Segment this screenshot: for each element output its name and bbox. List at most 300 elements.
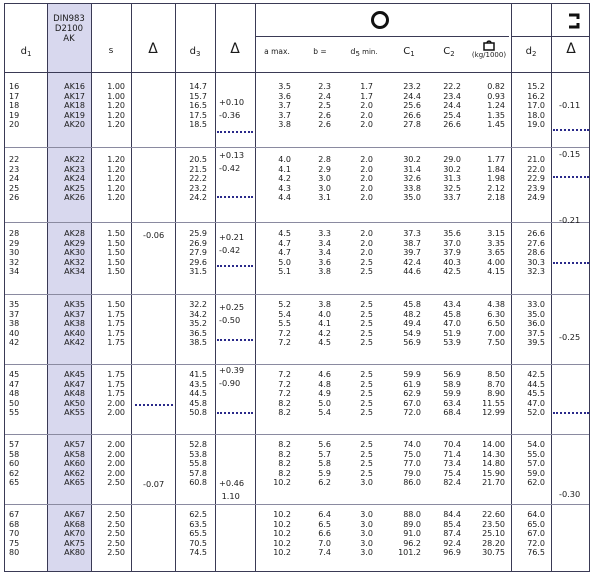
- header-divider: [511, 36, 589, 37]
- cell-ak: AK32: [64, 257, 85, 267]
- cell-c2: 45.8: [443, 309, 461, 319]
- cell-d5: 2.0: [360, 110, 373, 120]
- cell-w: 0.93: [487, 91, 505, 101]
- cell-ak: AK70: [64, 529, 85, 539]
- cell-c2: 33.7: [443, 193, 461, 203]
- cell-w: 30.75: [482, 548, 505, 558]
- cell-d3: 27.9: [189, 248, 207, 258]
- cell-ak: AK45: [64, 370, 85, 379]
- cell-d2: 30.3: [527, 257, 545, 267]
- cell-d2: 55.0: [527, 449, 545, 459]
- cell-c1: 33.8: [403, 183, 421, 193]
- cell-ak: AK48: [64, 389, 85, 399]
- cell-b: 3.0: [318, 174, 331, 184]
- cell-s: 1.75: [107, 379, 125, 389]
- cell-a: 3.7: [278, 110, 291, 120]
- cell-d1: 18: [9, 101, 20, 111]
- cell-s: 1.75: [107, 319, 125, 329]
- cell-d2: 18.0: [527, 110, 545, 120]
- divider: [551, 4, 552, 571]
- header-delta-s: Δ: [148, 41, 158, 57]
- cell-c1: 86.0: [403, 478, 421, 488]
- cell-d3: 15.7: [189, 91, 207, 101]
- group-divider: [5, 147, 589, 148]
- cell-b: 6.2: [318, 478, 331, 488]
- cell-b: 3.4: [318, 248, 331, 258]
- cell-d1: 57: [9, 440, 20, 449]
- cell-c1: 32.6: [403, 174, 421, 184]
- cell-d2: 24.9: [527, 193, 545, 203]
- cell-c1: 27.8: [403, 120, 421, 130]
- cell-c1: 25.6: [403, 101, 421, 111]
- d3-tolerance: +0.46 1.10: [219, 478, 245, 501]
- cell-d2: 27.6: [527, 238, 545, 248]
- cell-w: 1.24: [487, 101, 505, 111]
- cell-c2: 68.4: [443, 408, 461, 418]
- cell-d5: 3.0: [360, 510, 373, 519]
- cell-d1: 23: [9, 164, 20, 174]
- cell-d5: 2.0: [360, 155, 373, 164]
- cell-d1: 65: [9, 478, 20, 488]
- header-c2: $C_2$: [443, 46, 455, 58]
- cell-d1: 60: [9, 459, 20, 469]
- cell-c1: 24.4: [403, 91, 421, 101]
- cell-ak: AK80: [64, 548, 85, 558]
- cell-s: 2.50: [107, 519, 125, 529]
- cell-w: 1.45: [487, 120, 505, 130]
- cell-d2: 54.0: [527, 440, 545, 449]
- cell-d2: 65.0: [527, 519, 545, 529]
- cell-s: 1.20: [107, 120, 125, 130]
- cell-b: 4.0: [318, 309, 331, 319]
- cell-a: 8.2: [278, 398, 291, 408]
- cell-d2: 22.0: [527, 164, 545, 174]
- cell-ak: AK37: [64, 309, 85, 319]
- cell-w: 23.50: [482, 519, 505, 529]
- cell-s: 2.00: [107, 468, 125, 478]
- cell-a: 10.2: [273, 548, 291, 558]
- d3-tolerance: +0.39 -0.90: [219, 365, 245, 388]
- cell-d2: 57.0: [527, 459, 545, 469]
- cell-c1: 26.6: [403, 110, 421, 120]
- cell-d3: 55.8: [189, 459, 207, 469]
- cell-c1: 72.0: [403, 408, 421, 418]
- cell-c2: 43.4: [443, 300, 461, 309]
- cell-d1: 28: [9, 229, 20, 238]
- cell-ak: AK42: [64, 338, 85, 348]
- header-d2: $d_2$: [525, 46, 537, 58]
- cell-d1: 40: [9, 328, 20, 338]
- cell-a: 5.0: [278, 257, 291, 267]
- divider: [215, 4, 216, 571]
- cell-d5: 3.0: [360, 538, 373, 548]
- cell-d5: 2.0: [360, 101, 373, 111]
- cell-d1: 48: [9, 389, 20, 399]
- cell-c1: 44.6: [403, 267, 421, 277]
- cell-w: 7.00: [487, 328, 505, 338]
- cell-b: 3.6: [318, 257, 331, 267]
- cell-b: 2.4: [318, 91, 331, 101]
- cell-w: 8.90: [487, 389, 505, 399]
- cell-d5: 2.0: [360, 120, 373, 130]
- cell-b: 7.4: [318, 548, 331, 558]
- cell-d5: 2.0: [360, 174, 373, 184]
- cell-s: 1.50: [107, 229, 125, 238]
- group-divider: [5, 364, 589, 365]
- cell-b: 3.1: [318, 193, 331, 203]
- cell-w: 1.77: [487, 155, 505, 164]
- cell-b: 4.9: [318, 389, 331, 399]
- cell-a: 8.2: [278, 468, 291, 478]
- cell-w: 8.70: [487, 379, 505, 389]
- cell-ak: AK19: [64, 110, 85, 120]
- cell-ak: AK30: [64, 248, 85, 258]
- cell-c1: 35.0: [403, 193, 421, 203]
- cell-c2: 26.6: [443, 120, 461, 130]
- group-divider: [5, 222, 589, 223]
- cell-c2: 92.4: [443, 538, 461, 548]
- cell-d3: 31.5: [189, 267, 207, 277]
- cell-d1: 30: [9, 248, 20, 258]
- cell-b: 4.6: [318, 370, 331, 379]
- cell-a: 4.7: [278, 248, 291, 258]
- cell-d5: 2.5: [360, 440, 373, 449]
- cell-d2: 42.5: [527, 370, 545, 379]
- cell-s: 2.50: [107, 548, 125, 558]
- cell-a: 4.7: [278, 238, 291, 248]
- cell-d3: 44.5: [189, 389, 207, 399]
- cell-d5: 2.5: [360, 370, 373, 379]
- cell-c1: 42.4: [403, 257, 421, 267]
- cell-a: 7.2: [278, 338, 291, 348]
- cell-b: 6.5: [318, 519, 331, 529]
- cell-w: 4.15: [487, 267, 505, 277]
- cell-d5: 2.5: [360, 328, 373, 338]
- cell-b: 5.7: [318, 449, 331, 459]
- cell-c2: 58.9: [443, 379, 461, 389]
- cell-ak: AK25: [64, 183, 85, 193]
- cell-d2: 23.9: [527, 183, 545, 193]
- cell-ak: AK16: [64, 82, 85, 91]
- cell-b: 5.8: [318, 459, 331, 469]
- cell-c1: 48.2: [403, 309, 421, 319]
- cell-d5: 2.5: [360, 379, 373, 389]
- cell-d1: 17: [9, 91, 20, 101]
- cell-c2: 70.4: [443, 440, 461, 449]
- cell-w: 14.80: [482, 459, 505, 469]
- cell-s: 1.00: [107, 82, 125, 91]
- cell-ak: AK17: [64, 91, 85, 101]
- tolerance-separator: [553, 129, 589, 131]
- cell-d3: 50.8: [189, 408, 207, 418]
- cell-s: 1.75: [107, 370, 125, 379]
- cell-d2: 64.0: [527, 510, 545, 519]
- cell-c1: 88.0: [403, 510, 421, 519]
- cell-c2: 71.4: [443, 449, 461, 459]
- cell-d1: 16: [9, 82, 20, 91]
- header-d5: d5 min.: [350, 47, 378, 58]
- cell-s: 2.00: [107, 449, 125, 459]
- cell-d2: 16.2: [527, 91, 545, 101]
- cell-d3: 25.9: [189, 229, 207, 238]
- s-tolerance: -0.07: [143, 479, 165, 489]
- cell-d1: 35: [9, 300, 20, 309]
- cell-d5: 2.0: [360, 193, 373, 203]
- cell-d5: 1.7: [360, 82, 373, 91]
- cell-ak: AK47: [64, 379, 85, 389]
- circlip-dimension-table: [4, 3, 590, 572]
- cell-d2: 67.0: [527, 529, 545, 539]
- cell-d3: 18.5: [189, 120, 207, 130]
- cell-d3: 34.2: [189, 309, 207, 319]
- cell-c1: 77.0: [403, 459, 421, 469]
- cell-w: 0.82: [487, 82, 505, 91]
- cell-a: 4.0: [278, 155, 291, 164]
- cell-d2: 45.5: [527, 389, 545, 399]
- header-s: s: [108, 46, 114, 56]
- cell-d3: 29.6: [189, 257, 207, 267]
- cell-d2: 32.3: [527, 267, 545, 277]
- cell-d1: 47: [9, 379, 20, 389]
- d2-tolerance: -0.11: [559, 100, 581, 110]
- cell-d1: 38: [9, 319, 20, 329]
- cell-c2: 47.0: [443, 319, 461, 329]
- header-standard: [47, 14, 91, 44]
- cell-b: 2.8: [318, 155, 331, 164]
- cell-c1: 54.9: [403, 328, 421, 338]
- cell-d3: 63.5: [189, 519, 207, 529]
- header-c1: $C_1$: [403, 46, 415, 58]
- cell-d3: 16.5: [189, 101, 207, 111]
- cell-d2: 47.0: [527, 398, 545, 408]
- cell-w: 2.12: [487, 183, 505, 193]
- cell-ak: AK67: [64, 510, 85, 519]
- cell-d2: 44.5: [527, 379, 545, 389]
- std-din: DIN983: [53, 14, 85, 24]
- cell-d5: 2.5: [360, 389, 373, 399]
- cell-b: 5.6: [318, 440, 331, 449]
- cell-ak: AK23: [64, 164, 85, 174]
- cell-w: 1.98: [487, 174, 505, 184]
- cell-c1: 23.2: [403, 82, 421, 91]
- cell-w: 21.70: [482, 478, 505, 488]
- cell-ak: AK18: [64, 101, 85, 111]
- cell-c2: 73.4: [443, 459, 461, 469]
- cell-d3: 62.5: [189, 510, 207, 519]
- cell-d1: 25: [9, 183, 20, 193]
- cell-c2: 24.4: [443, 101, 461, 111]
- cell-ak: AK26: [64, 193, 85, 203]
- cell-w: 3.65: [487, 248, 505, 258]
- cell-s: 2.00: [107, 398, 125, 408]
- divider: [91, 4, 92, 571]
- cell-c1: 37.3: [403, 229, 421, 238]
- cell-d1: 20: [9, 120, 20, 130]
- tolerance-separator: [135, 404, 173, 406]
- cell-b: 6.6: [318, 529, 331, 539]
- cell-d2: 37.5: [527, 328, 545, 338]
- cell-d2: 22.9: [527, 174, 545, 184]
- cell-d5: 2.0: [360, 164, 373, 174]
- cell-c1: 38.7: [403, 238, 421, 248]
- cell-d3: 24.2: [189, 193, 207, 203]
- cell-d1: 29: [9, 238, 20, 248]
- cell-d2: 15.2: [527, 82, 545, 91]
- cell-s: 1.50: [107, 267, 125, 277]
- cell-c2: 56.9: [443, 370, 461, 379]
- cell-s: 2.50: [107, 538, 125, 548]
- cell-c1: 75.0: [403, 449, 421, 459]
- cell-d3: 20.5: [189, 155, 207, 164]
- cell-d3: 32.2: [189, 300, 207, 309]
- cell-c2: 40.3: [443, 257, 461, 267]
- cell-d5: 2.0: [360, 229, 373, 238]
- cell-c2: 59.9: [443, 389, 461, 399]
- cell-ak: AK29: [64, 238, 85, 248]
- divider: [131, 4, 132, 571]
- tolerance-separator: [217, 265, 253, 267]
- tolerance-separator: [553, 176, 589, 178]
- cell-s: 1.50: [107, 257, 125, 267]
- cell-d2: 21.0: [527, 155, 545, 164]
- cell-d1: 55: [9, 408, 20, 418]
- cell-b: 2.3: [318, 82, 331, 91]
- header-a-max: a max.: [264, 47, 290, 56]
- cell-s: 1.20: [107, 174, 125, 184]
- cell-a: 8.2: [278, 408, 291, 418]
- d3-tolerance: +0.25 -0.50: [219, 302, 245, 325]
- cell-d5: 3.0: [360, 519, 373, 529]
- cell-d5: 2.5: [360, 267, 373, 277]
- cell-d2: 19.0: [527, 120, 545, 130]
- cell-s: 1.20: [107, 101, 125, 111]
- cell-b: 2.9: [318, 164, 331, 174]
- cell-a: 10.2: [273, 478, 291, 488]
- cell-a: 5.2: [278, 300, 291, 309]
- cell-d2: 52.0: [527, 408, 545, 418]
- weight-unit: (kg/1000): [471, 51, 507, 59]
- cell-d5: 3.0: [360, 529, 373, 539]
- cell-d5: 2.5: [360, 468, 373, 478]
- cell-a: 3.8: [278, 120, 291, 130]
- cell-s: 1.75: [107, 389, 125, 399]
- std-ak: AK: [63, 34, 75, 44]
- cell-b: 4.5: [318, 338, 331, 348]
- cell-a: 10.2: [273, 529, 291, 539]
- cell-d2: 62.0: [527, 478, 545, 488]
- d3-tolerance: +0.10 -0.36: [219, 97, 245, 120]
- cell-b: 2.5: [318, 101, 331, 111]
- s-tolerance: -0.06: [143, 230, 165, 240]
- cell-c1: 49.4: [403, 319, 421, 329]
- cell-a: 10.2: [273, 538, 291, 548]
- cell-d5: 2.5: [360, 319, 373, 329]
- cell-w: 22.60: [482, 510, 505, 519]
- cell-d3: 60.8: [189, 478, 207, 488]
- cell-s: 2.00: [107, 459, 125, 469]
- cell-c2: 32.5: [443, 183, 461, 193]
- cell-d1: 34: [9, 267, 20, 277]
- cell-d3: 65.5: [189, 529, 207, 539]
- cell-d5: 2.0: [360, 183, 373, 193]
- cell-d2: 36.0: [527, 319, 545, 329]
- cell-b: 3.8: [318, 267, 331, 277]
- cell-c1: 67.0: [403, 398, 421, 408]
- cell-a: 5.1: [278, 267, 291, 277]
- d3-tolerance: +0.13 -0.42: [219, 150, 245, 173]
- cell-s: 1.20: [107, 183, 125, 193]
- cell-c2: 51.9: [443, 328, 461, 338]
- cell-d3: 53.8: [189, 449, 207, 459]
- cell-s: 1.75: [107, 338, 125, 348]
- cell-s: 1.20: [107, 164, 125, 174]
- cell-d3: 23.2: [189, 183, 207, 193]
- cell-b: 3.8: [318, 300, 331, 309]
- cell-d2: 28.6: [527, 248, 545, 258]
- cell-s: 2.00: [107, 440, 125, 449]
- cell-d5: 2.0: [360, 248, 373, 258]
- cell-ak: AK34: [64, 267, 85, 277]
- cell-w: 8.50: [487, 370, 505, 379]
- cell-d1: 62: [9, 468, 20, 478]
- cell-d5: 2.5: [360, 338, 373, 348]
- cell-w: 28.20: [482, 538, 505, 548]
- cell-d3: 26.9: [189, 238, 207, 248]
- cell-b: 3.0: [318, 183, 331, 193]
- cell-c2: 31.3: [443, 174, 461, 184]
- cell-c1: 101.2: [398, 548, 421, 558]
- d3-tolerance: +0.21 -0.42: [219, 232, 245, 255]
- cell-ak: AK28: [64, 229, 85, 238]
- d2-tolerance: -0.25: [559, 332, 581, 342]
- cell-c1: 89.0: [403, 519, 421, 529]
- cell-d2: 59.0: [527, 468, 545, 478]
- cell-c1: 30.2: [403, 155, 421, 164]
- tolerance-separator: [217, 339, 253, 341]
- cell-d3: 22.2: [189, 174, 207, 184]
- cell-a: 3.5: [278, 82, 291, 91]
- group-divider: [5, 294, 589, 295]
- cell-d2: 26.6: [527, 229, 545, 238]
- groove-bracket-icon: [568, 13, 582, 29]
- cell-s: 1.75: [107, 309, 125, 319]
- cell-d5: 2.0: [360, 238, 373, 248]
- cell-ak: AK68: [64, 519, 85, 529]
- cell-a: 7.2: [278, 328, 291, 338]
- cell-d5: 2.5: [360, 398, 373, 408]
- cell-ak: AK55: [64, 408, 85, 418]
- cell-c2: 85.4: [443, 519, 461, 529]
- cell-c1: 56.9: [403, 338, 421, 348]
- cell-c2: 23.4: [443, 91, 461, 101]
- cell-ak: AK50: [64, 398, 85, 408]
- cell-d2: 33.0: [527, 300, 545, 309]
- tolerance-separator: [553, 412, 589, 414]
- cell-w: 3.15: [487, 229, 505, 238]
- cell-b: 3.4: [318, 238, 331, 248]
- cell-c2: 35.6: [443, 229, 461, 238]
- cell-w: 2.18: [487, 193, 505, 203]
- cell-c1: 96.2: [403, 538, 421, 548]
- cell-b: 7.0: [318, 538, 331, 548]
- cell-c1: 61.9: [403, 379, 421, 389]
- cell-ak: AK38: [64, 319, 85, 329]
- cell-d3: 43.5: [189, 379, 207, 389]
- cell-w: 7.50: [487, 338, 505, 348]
- cell-d5: 2.5: [360, 300, 373, 309]
- cell-d5: 1.7: [360, 91, 373, 101]
- cell-s: 1.50: [107, 248, 125, 258]
